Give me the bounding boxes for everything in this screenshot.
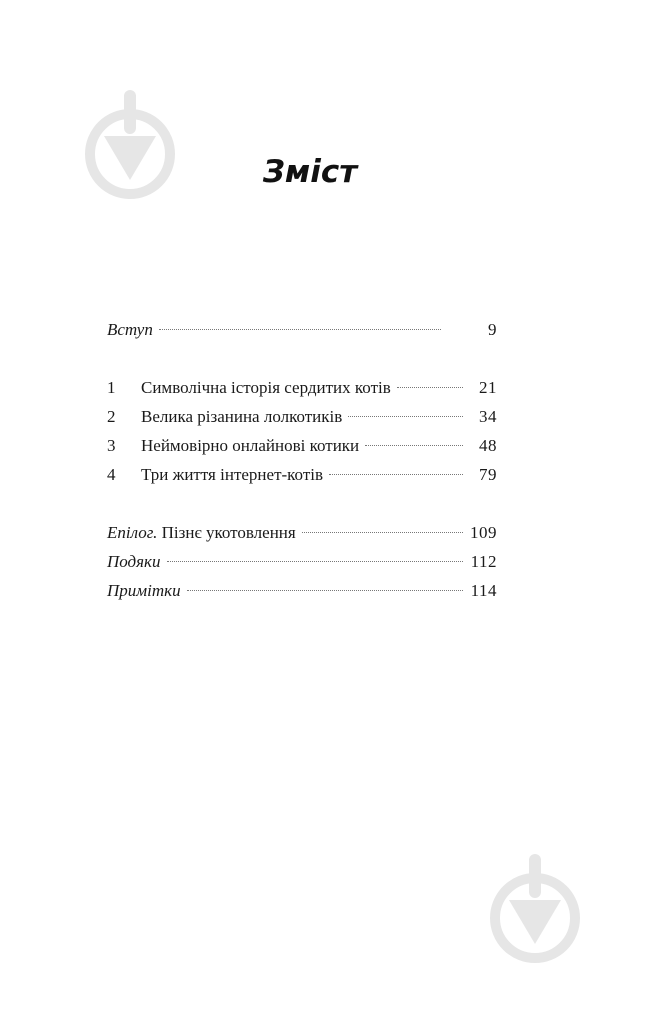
toc-page-number: 9 [488, 320, 497, 339]
toc-page-number: 21 [479, 378, 497, 397]
toc-entry-chapter-4[interactable] [107, 463, 497, 487]
toc-entry-chapter-3[interactable] [107, 434, 497, 458]
toc-entry-label: Велика різанина лолкотиків [141, 407, 343, 426]
page-title: Зміст [262, 154, 358, 190]
toc-entry-label: Неймовірно онлайнові котики [141, 436, 360, 455]
dot-leader [167, 561, 463, 562]
chapter-number: 2 [107, 407, 116, 426]
toc-entry-label: Три життя інтернет-котів [141, 465, 324, 484]
toc-page-number: 109 [470, 523, 497, 542]
toc-entry-label: Подяки [107, 552, 161, 571]
toc-entry-acknowledgements[interactable] [107, 550, 497, 574]
dot-leader [187, 590, 463, 591]
toc-page-number: 112 [470, 552, 497, 571]
dot-leader [329, 474, 463, 475]
chapter-number: 1 [107, 378, 116, 397]
toc-page-number: 114 [470, 581, 497, 600]
toc-entry-label: Вступ [107, 320, 153, 339]
toc-entry-label: Примітки [107, 581, 181, 600]
toc-page-number: 48 [479, 436, 497, 455]
dot-leader [302, 532, 463, 533]
dot-leader [365, 445, 463, 446]
toc-page-number: 79 [479, 465, 497, 484]
watermark-logo-icon [487, 848, 583, 966]
toc-entry-label: Епілог. Пізнє укотовлення [107, 523, 296, 542]
chapter-number: 3 [107, 436, 116, 455]
toc-entry-intro[interactable] [107, 318, 497, 342]
toc-entry-notes[interactable] [107, 579, 497, 603]
toc-page-number: 34 [479, 407, 497, 426]
toc-entry-label: Символічна історія сердитих котів [141, 378, 391, 397]
toc-entry-epilogue[interactable] [107, 521, 497, 545]
toc-entry-chapter-2[interactable] [107, 405, 497, 429]
chapter-number: 4 [107, 465, 116, 484]
toc-entry-chapter-1[interactable] [107, 376, 497, 400]
dot-leader [348, 416, 463, 417]
dot-leader [397, 387, 463, 388]
dot-leader [159, 329, 441, 330]
